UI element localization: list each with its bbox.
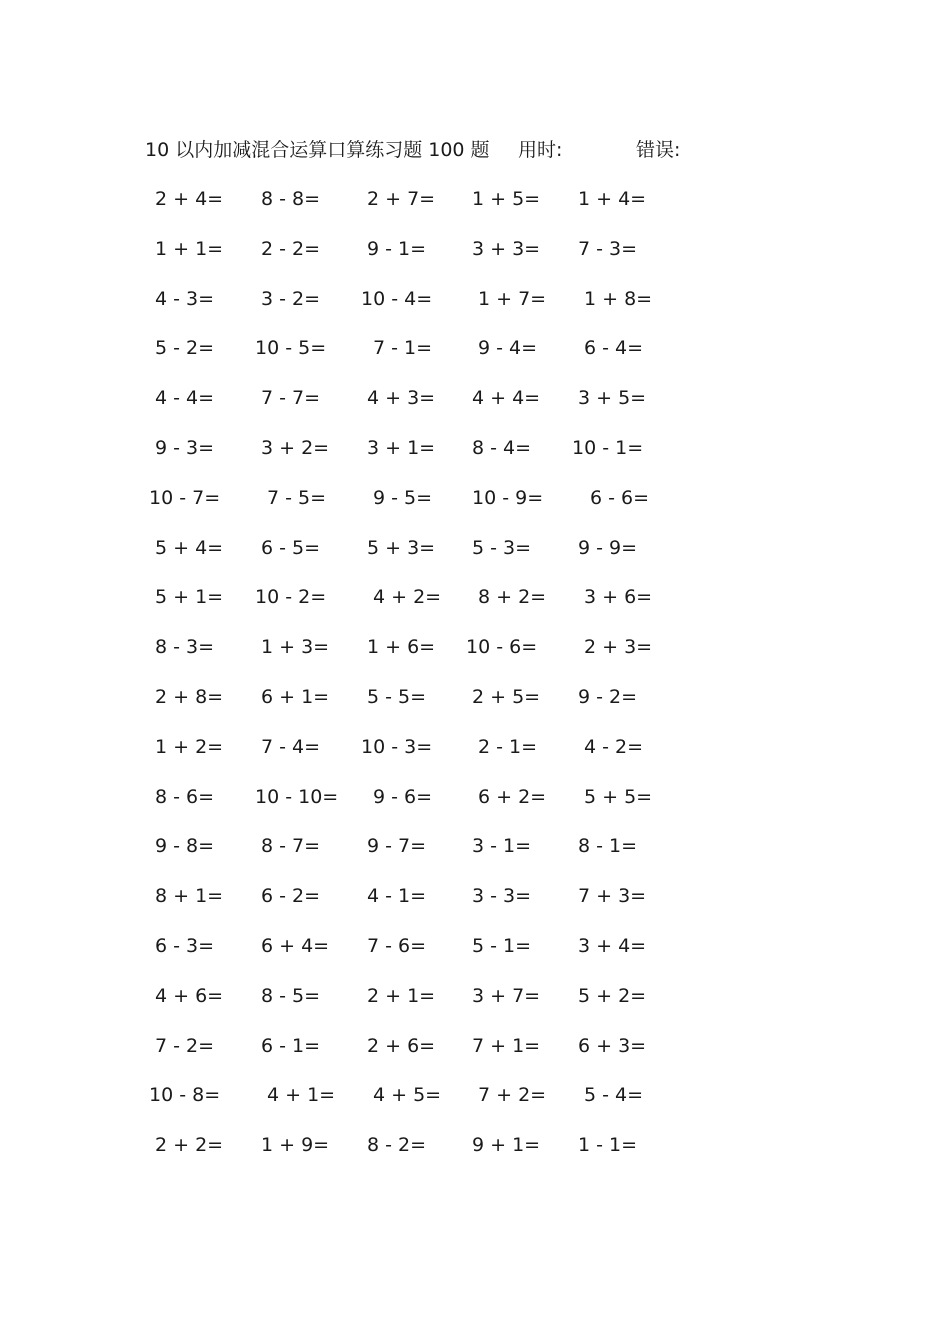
arithmetic-problem: 3 + 3= xyxy=(472,238,541,260)
problem-row xyxy=(0,1130,950,1160)
arithmetic-problem: 4 + 2= xyxy=(373,586,442,608)
arithmetic-problem: 10 - 2= xyxy=(255,586,327,608)
arithmetic-problem: 6 - 5= xyxy=(261,537,321,559)
arithmetic-problem: 5 - 1= xyxy=(472,935,532,957)
arithmetic-problem: 5 + 3= xyxy=(367,537,436,559)
arithmetic-problem: 7 - 6= xyxy=(367,935,427,957)
arithmetic-problem: 5 - 3= xyxy=(472,537,532,559)
arithmetic-problem: 5 - 5= xyxy=(367,686,427,708)
arithmetic-problem: 6 + 2= xyxy=(478,786,547,808)
problem-row xyxy=(0,632,950,662)
arithmetic-problem: 2 + 2= xyxy=(155,1134,224,1156)
arithmetic-problem: 10 - 9= xyxy=(472,487,544,509)
arithmetic-problem: 2 + 8= xyxy=(155,686,224,708)
arithmetic-problem: 7 + 2= xyxy=(478,1084,547,1106)
arithmetic-problem: 8 + 2= xyxy=(478,586,547,608)
arithmetic-problem: 4 + 6= xyxy=(155,985,224,1007)
arithmetic-problem: 3 + 7= xyxy=(472,985,541,1007)
arithmetic-problem: 7 - 4= xyxy=(261,736,321,758)
arithmetic-problem: 9 - 7= xyxy=(367,835,427,857)
arithmetic-problem: 4 - 1= xyxy=(367,885,427,907)
arithmetic-problem: 3 - 1= xyxy=(472,835,532,857)
arithmetic-problem: 2 + 5= xyxy=(472,686,541,708)
arithmetic-problem: 1 + 2= xyxy=(155,736,224,758)
worksheet-title: 10 以内加减混合运算口算练习题 100 题 xyxy=(145,139,490,161)
arithmetic-problem: 7 - 5= xyxy=(267,487,327,509)
arithmetic-problem: 6 - 2= xyxy=(261,885,321,907)
arithmetic-problem: 2 + 1= xyxy=(367,985,436,1007)
problem-row xyxy=(0,782,950,812)
time-used-label: 用时: xyxy=(518,139,563,161)
arithmetic-problem: 5 + 2= xyxy=(578,985,647,1007)
arithmetic-problem: 1 + 7= xyxy=(478,288,547,310)
arithmetic-problem: 5 - 2= xyxy=(155,337,215,359)
arithmetic-problem: 9 - 3= xyxy=(155,437,215,459)
arithmetic-problem: 4 + 1= xyxy=(267,1084,336,1106)
arithmetic-problem: 6 - 6= xyxy=(590,487,650,509)
arithmetic-problem: 1 + 1= xyxy=(155,238,224,260)
arithmetic-problem: 8 - 5= xyxy=(261,985,321,1007)
arithmetic-problem: 9 + 1= xyxy=(472,1134,541,1156)
problem-row xyxy=(0,433,950,463)
arithmetic-problem: 3 - 3= xyxy=(472,885,532,907)
arithmetic-problem: 8 - 6= xyxy=(155,786,215,808)
arithmetic-problem: 2 + 3= xyxy=(584,636,653,658)
problem-row xyxy=(0,981,950,1011)
arithmetic-problem: 8 - 1= xyxy=(578,835,638,857)
arithmetic-problem: 4 + 3= xyxy=(367,387,436,409)
arithmetic-problem: 6 - 1= xyxy=(261,1035,321,1057)
arithmetic-problem: 10 - 8= xyxy=(149,1084,221,1106)
arithmetic-problem: 8 - 4= xyxy=(472,437,532,459)
arithmetic-problem: 1 + 6= xyxy=(367,636,436,658)
problem-row xyxy=(0,533,950,563)
problem-row xyxy=(0,732,950,762)
arithmetic-problem: 9 - 5= xyxy=(373,487,433,509)
problem-row xyxy=(0,831,950,861)
arithmetic-problem: 1 + 9= xyxy=(261,1134,330,1156)
problem-row xyxy=(0,383,950,413)
arithmetic-problem: 6 - 3= xyxy=(155,935,215,957)
arithmetic-problem: 10 - 4= xyxy=(361,288,433,310)
problem-row xyxy=(0,1031,950,1061)
arithmetic-problem: 10 - 7= xyxy=(149,487,221,509)
problem-row xyxy=(0,234,950,264)
arithmetic-problem: 7 + 1= xyxy=(472,1035,541,1057)
arithmetic-problem: 9 - 8= xyxy=(155,835,215,857)
arithmetic-problem: 7 - 1= xyxy=(373,337,433,359)
arithmetic-problem: 5 + 4= xyxy=(155,537,224,559)
arithmetic-problem: 3 + 5= xyxy=(578,387,647,409)
arithmetic-problem: 10 - 3= xyxy=(361,736,433,758)
arithmetic-problem: 2 + 4= xyxy=(155,188,224,210)
problem-row xyxy=(0,1080,950,1110)
arithmetic-problem: 3 + 1= xyxy=(367,437,436,459)
arithmetic-problem: 5 + 1= xyxy=(155,586,224,608)
arithmetic-problem: 3 + 2= xyxy=(261,437,330,459)
arithmetic-problem: 6 + 1= xyxy=(261,686,330,708)
arithmetic-problem: 7 + 3= xyxy=(578,885,647,907)
arithmetic-problem: 3 - 2= xyxy=(261,288,321,310)
problem-row xyxy=(0,682,950,712)
arithmetic-problem: 4 - 2= xyxy=(584,736,644,758)
arithmetic-problem: 10 - 1= xyxy=(572,437,644,459)
arithmetic-problem: 9 - 6= xyxy=(373,786,433,808)
problem-row xyxy=(0,931,950,961)
arithmetic-problem: 8 - 3= xyxy=(155,636,215,658)
problem-row xyxy=(0,333,950,363)
errors-label: 错误: xyxy=(636,139,681,161)
arithmetic-problem: 8 - 8= xyxy=(261,188,321,210)
arithmetic-problem: 4 - 4= xyxy=(155,387,215,409)
problem-row xyxy=(0,184,950,214)
arithmetic-problem: 2 - 2= xyxy=(261,238,321,260)
arithmetic-problem: 9 - 9= xyxy=(578,537,638,559)
arithmetic-problem: 2 - 1= xyxy=(478,736,538,758)
arithmetic-problem: 10 - 6= xyxy=(466,636,538,658)
arithmetic-problem: 1 + 5= xyxy=(472,188,541,210)
arithmetic-problem: 10 - 10= xyxy=(255,786,339,808)
arithmetic-problem: 2 + 6= xyxy=(367,1035,436,1057)
arithmetic-problem: 3 + 6= xyxy=(584,586,653,608)
arithmetic-problem: 9 - 1= xyxy=(367,238,427,260)
arithmetic-problem: 7 - 3= xyxy=(578,238,638,260)
arithmetic-problem: 6 - 4= xyxy=(584,337,644,359)
arithmetic-problem: 6 + 3= xyxy=(578,1035,647,1057)
arithmetic-problem: 2 + 7= xyxy=(367,188,436,210)
arithmetic-problem: 4 + 4= xyxy=(472,387,541,409)
arithmetic-problem: 4 + 5= xyxy=(373,1084,442,1106)
arithmetic-problem: 7 - 2= xyxy=(155,1035,215,1057)
arithmetic-problem: 5 + 5= xyxy=(584,786,653,808)
arithmetic-problem: 1 + 3= xyxy=(261,636,330,658)
problem-row xyxy=(0,582,950,612)
arithmetic-problem: 10 - 5= xyxy=(255,337,327,359)
problem-row xyxy=(0,483,950,513)
arithmetic-problem: 8 - 2= xyxy=(367,1134,427,1156)
arithmetic-problem: 1 - 1= xyxy=(578,1134,638,1156)
arithmetic-problem: 8 + 1= xyxy=(155,885,224,907)
arithmetic-problem: 1 + 4= xyxy=(578,188,647,210)
problem-row xyxy=(0,284,950,314)
problem-row xyxy=(0,881,950,911)
arithmetic-problem: 9 - 4= xyxy=(478,337,538,359)
arithmetic-problem: 3 + 4= xyxy=(578,935,647,957)
arithmetic-problem: 7 - 7= xyxy=(261,387,321,409)
arithmetic-problem: 1 + 8= xyxy=(584,288,653,310)
arithmetic-problem: 9 - 2= xyxy=(578,686,638,708)
arithmetic-problem: 6 + 4= xyxy=(261,935,330,957)
arithmetic-problem: 5 - 4= xyxy=(584,1084,644,1106)
arithmetic-problem: 4 - 3= xyxy=(155,288,215,310)
arithmetic-problem: 8 - 7= xyxy=(261,835,321,857)
